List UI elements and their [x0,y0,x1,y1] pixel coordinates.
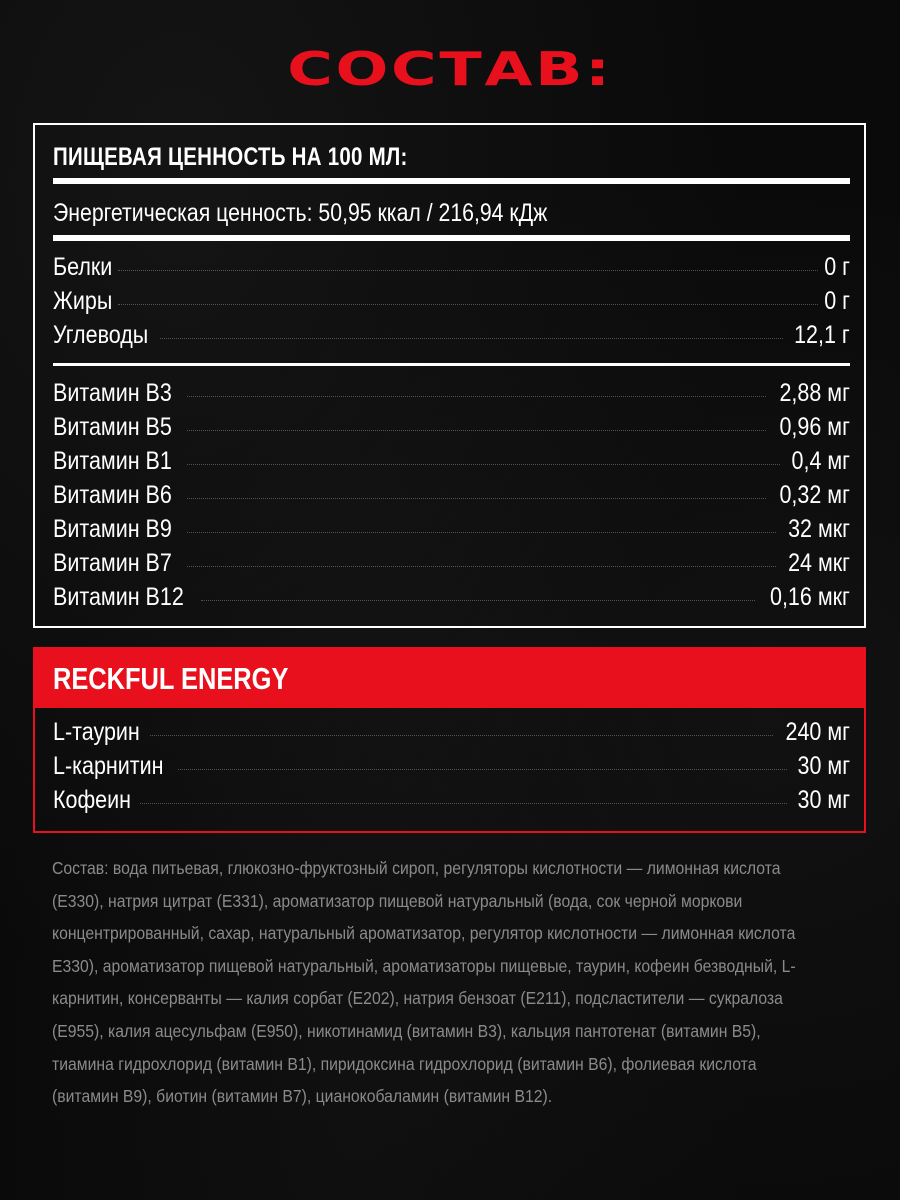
macro-row-protein [53,253,850,287]
row-label: L-таурин [53,718,140,746]
divider-thick [53,235,850,241]
row-value: 0,4 мг [791,447,850,475]
row-label: Белки [53,253,113,281]
row-value: 0,96 мг [779,413,850,441]
vitamin-row [53,549,850,583]
dot-leader [187,532,776,533]
row-label: Витамин B9 [53,515,172,543]
row-value: 0,16 мкг [770,583,850,611]
vitamin-row [53,379,850,413]
macro-row-fat [53,287,850,321]
row-value: 2,88 мг [779,379,850,407]
dot-leader [118,270,818,271]
row-value: 0 г [824,253,850,281]
energy-ingredients-box [33,647,866,833]
composition-text: Состав: вода питьевая, глюкозно-фруктозный сироп, регуляторы кислотности — лимонная кислота (Е330), натрия цитрат (Е331), ароматизатор пищевой натуральный (вода, сок черной моркови концентрированный, сахар, натуральный ароматизатор, регулятор кислотности — лимонная кислота Е330), ароматизатор пищевой натуральный, ароматизаторы пищевые, таурин, кофеин безводный, L-карнитин, консерванты — калия сорбат (Е202), натрия бензоат (Е211), подсластители — сукралоза (Е955), калия ацесульфам (Е950), никотинамид (витамин В3), кальция пантотенат (витамин В5), тиамина гидрохлорид (витамин В1), пиридоксина гидрохлорид (витамин В6), фолиевая кислота (витамин В9), биотин (витамин В7), цианокобаламин (витамин В12). [52,858,796,1107]
nutrition-box [33,123,866,628]
dot-leader [187,430,766,431]
row-label: Кофеин [53,786,132,814]
dot-leader [140,803,787,804]
energy-row-taurine [53,718,850,752]
row-value: 24 мкг [788,549,850,577]
row-label: Углеводы [53,321,149,349]
row-label: Витамин B6 [53,481,172,509]
row-value: 240 мг [785,718,850,746]
row-label: L-карнитин [53,752,164,780]
row-label: Витамин B1 [53,447,172,475]
row-label: Жиры [53,287,113,315]
divider-thin [53,363,850,366]
nutrition-heading: ПИЩЕВАЯ ЦЕННОСТЬ НА 100 МЛ: [53,143,408,171]
dot-leader [160,338,784,339]
row-label: Витамин B7 [53,549,172,577]
vitamin-row [53,515,850,549]
vitamin-row [53,481,850,515]
row-value: 12,1 г [794,321,850,349]
energy-row-caffeine [53,786,850,820]
energy-row-carnitine [53,752,850,786]
row-value: 30 мг [797,752,850,780]
divider-thick [53,178,850,184]
row-label: Витамин B12 [53,583,184,611]
vitamin-row [53,583,850,617]
energy-header [35,649,864,708]
row-value: 32 мкг [788,515,850,543]
row-label: Витамин B3 [53,379,172,407]
energy-heading: RECKFUL ENERGY [53,661,289,696]
row-value: 0 г [824,287,850,315]
dot-leader [118,304,818,305]
dot-leader [201,600,755,601]
page-title: СОСТАВ: [287,42,613,96]
macro-row-carbs [53,321,850,355]
dot-leader [150,735,773,736]
vitamin-row [53,447,850,481]
dot-leader [178,769,787,770]
dot-leader [187,566,776,567]
row-value: 30 мг [797,786,850,814]
energy-value: Энергетическая ценность: 50,95 ккал / 216,94 кДж [53,199,548,227]
dot-leader [187,396,766,397]
vitamin-row [53,413,850,447]
dot-leader [187,498,766,499]
row-label: Витамин B5 [53,413,172,441]
row-value: 0,32 мг [779,481,850,509]
dot-leader [187,464,780,465]
